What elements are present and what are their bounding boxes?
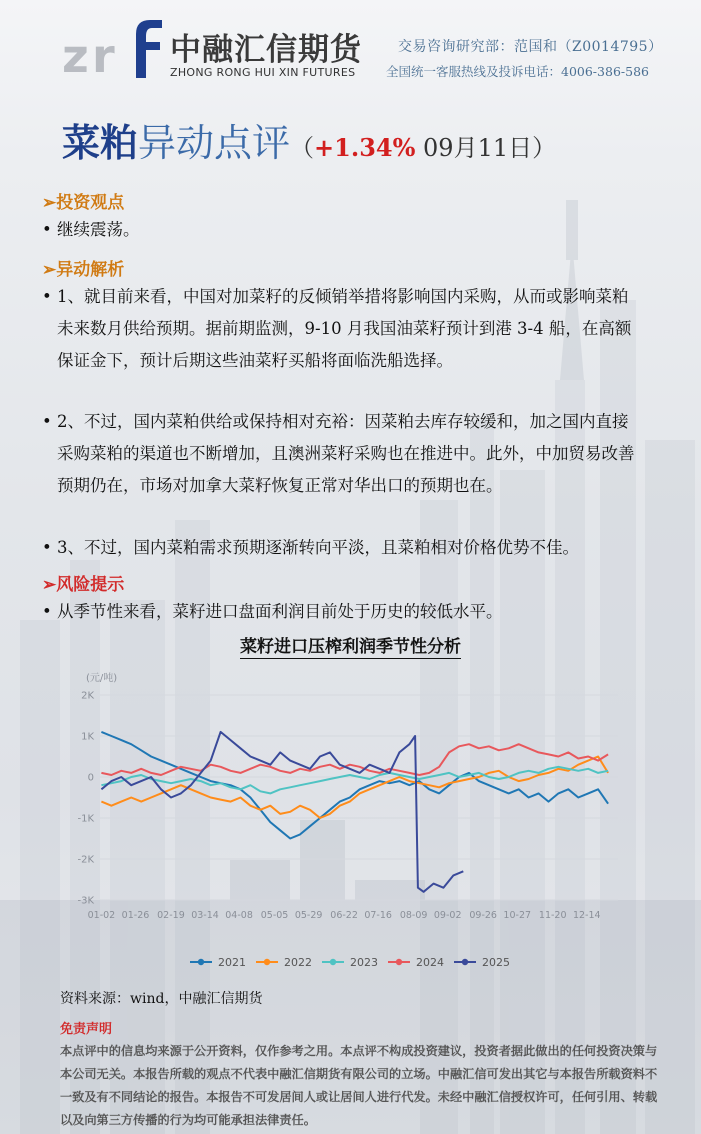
legend-marker-2024 <box>396 959 402 965</box>
y-tick-label: -2K <box>77 854 94 866</box>
chart-title: 菜籽进口压榨利润季节性分析 <box>240 637 461 657</box>
y-tick-label: 2K <box>81 690 94 702</box>
series-line-2025 <box>101 732 463 892</box>
data-source: 资料来源：wind，中融汇信期货 <box>60 991 263 1007</box>
x-tick-label: 03-14 <box>191 910 219 921</box>
x-tick-label: 08-09 <box>399 910 428 921</box>
bullet-dot: • <box>42 538 52 557</box>
section-heading-view: ➢投资观点 <box>42 193 125 213</box>
seasonal-profit-chart <box>0 660 701 980</box>
title-main: 菜粕 <box>62 120 139 165</box>
legend-marker-2021 <box>198 959 204 965</box>
x-tick-label: 11-20 <box>538 910 567 921</box>
title-sub: 异动点评 <box>138 121 291 165</box>
series-line-2021 <box>101 732 608 839</box>
x-tick-label: 09-02 <box>433 910 462 921</box>
research-dept-label: 交易咨询研究部：范国和（Z0014795） <box>398 39 663 55</box>
x-tick-label: 12-14 <box>572 910 601 921</box>
svg-text:z: z <box>62 29 89 80</box>
bullet-dot: • <box>42 287 52 306</box>
bullet-item: • 2、不过，国内菜粕供给或保持相对充裕：因菜粕去库存较缓和，加之国内直接采购菜粕的渠道也不断增加，且澳洲菜籽采购也在推进中。此外，中加贸易改善预期仍在，市场对加拿大菜籽恢复正常对华出口的预期也在。 <box>42 406 642 502</box>
y-tick-label: 1K <box>81 731 94 743</box>
legend-marker-2023 <box>330 959 336 965</box>
title-open-paren: （ <box>290 134 315 162</box>
x-tick-label: 05-29 <box>294 910 323 921</box>
change-percent: +1.34% <box>314 133 416 162</box>
bullet-item: • 从季节性来看，菜籽进口盘面利润目前处于历史的较低水平。 <box>42 596 642 628</box>
hotline-label: 全国统一客服热线及投诉电话：4006-386-586 <box>386 64 649 79</box>
y-tick-label: -3K <box>77 895 94 907</box>
section-heading-risk: ➢风险提示 <box>42 575 125 595</box>
legend-label-2022: 2022 <box>284 956 312 969</box>
title-date: 09月11日） <box>415 134 557 162</box>
bullet-dot: • <box>42 412 52 431</box>
legend-label-2023: 2023 <box>350 956 378 969</box>
y-tick-label: -1K <box>77 813 94 825</box>
legend-marker-2022 <box>264 959 270 965</box>
x-tick-label: 01-26 <box>121 910 150 921</box>
legend-marker-2025 <box>462 959 468 965</box>
y-axis-unit-label: (元/吨) <box>86 673 118 684</box>
bullet-dot: • <box>42 220 52 239</box>
page-title <box>62 112 556 167</box>
bullet-item: • 继续震荡。 <box>42 214 642 246</box>
legend-label-2024: 2024 <box>416 956 444 969</box>
x-tick-label: 07-16 <box>364 910 392 921</box>
bullet-item: • 1、就目前来看，中国对加菜籽的反倾销举措将影响国内采购，从而或影响菜粕未来数月供给预期。据前期监测，9-10 月我国油菜籽预计到港 3-4 船，在高额保证金下，预计后期这些油菜籽买船将面临洗船选择。 <box>42 281 642 377</box>
y-tick-label: 0 <box>87 772 94 784</box>
legend-label-2025: 2025 <box>482 956 510 969</box>
x-tick-label: 01-02 <box>87 910 116 921</box>
x-tick-label: 09-26 <box>469 910 497 921</box>
disclaimer-text: 本点评中的信息均来源于公开资料，仅作参考之用。本点评不构成投资建议，投资者据此做出的任何投资决策与本公司无关。本报告所载的观点不代表中融汇信期货有限公司的立场。中融汇信可发出其它与本报告所载资料不一致及有不同结论的报告。本报告不可发居间人或让居间人进行代发。未经中融汇信授权许可，任何引用、转载以及向第三方传播的行为均可能承担法律责任。 <box>60 1044 658 1127</box>
bullet-dot: • <box>42 602 52 621</box>
bullet-item: • 3、不过，国内菜粕需求预期逐渐转向平淡，且菜粕相对价格优势不佳。 <box>42 532 642 564</box>
x-tick-label: 10-27 <box>503 910 532 921</box>
x-tick-label: 05-05 <box>260 910 289 921</box>
zrf-logo-icon <box>58 14 168 80</box>
x-tick-label: 04-08 <box>225 910 253 921</box>
section-heading-analysis: ➢异动解析 <box>42 260 125 280</box>
company-name-en: ZHONG RONG HUI XIN FUTURES <box>170 66 356 79</box>
x-tick-label: 06-22 <box>330 910 358 921</box>
legend-label-2021: 2021 <box>218 956 246 969</box>
disclaimer-heading: 免责声明 <box>60 1022 113 1037</box>
svg-text:r: r <box>92 29 115 80</box>
company-name-cn: 中融汇信期货 <box>170 32 362 68</box>
x-tick-label: 02-19 <box>157 910 185 921</box>
